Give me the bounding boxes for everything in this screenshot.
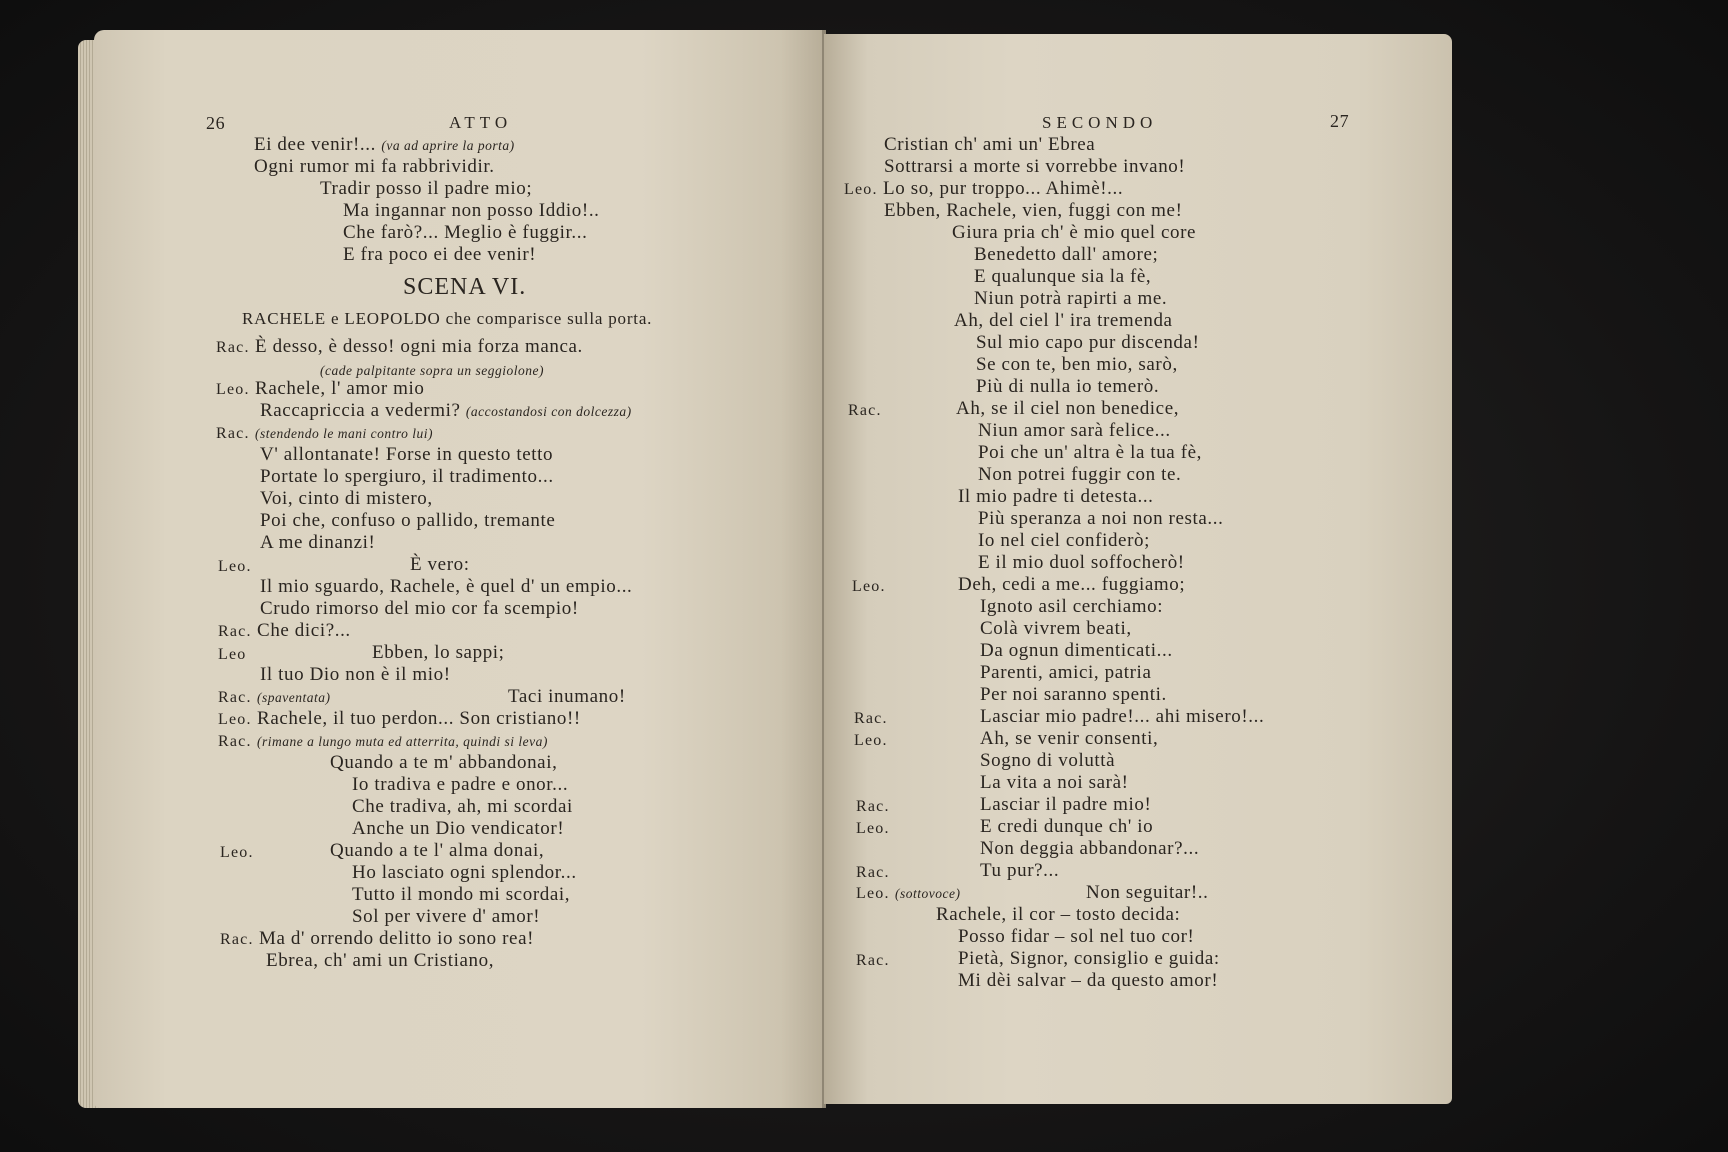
- stage-direction: (cade palpitante sopra un seggiolone): [320, 363, 544, 378]
- dialogue-line: Leo. Rachele, l' amor mio: [216, 378, 425, 399]
- dialogue-line: Rac. Ma d' orrendo delitto io sono rea!: [220, 928, 535, 949]
- verse-line: Sogno di voluttà: [980, 750, 1116, 771]
- verse-line: E fra poco ei dee venir!: [343, 244, 537, 265]
- verse-line: Il mio padre ti detesta...: [958, 486, 1154, 507]
- verse-line: La vita a noi sarà!: [980, 772, 1129, 793]
- verse-line: Sottrarsi a morte si vorrebbe invano!: [884, 156, 1186, 177]
- dialogue-line: Rac. Che dici?...: [218, 620, 351, 641]
- verse-line: Crudo rimorso del mio cor fa scempio!: [260, 598, 579, 619]
- speaker-label: Leo.: [854, 732, 888, 749]
- dialogue-line: Leo. (sottovoce): [856, 885, 961, 902]
- verse-line: E il mio duol soffocherò!: [978, 552, 1185, 573]
- verse-line: Che farò?... Meglio è fuggir...: [343, 222, 588, 243]
- verse-line: Pietà, Signor, consiglio e guida:: [958, 948, 1220, 969]
- verse-line: Portate lo spergiuro, il tradimento...: [260, 466, 554, 487]
- verse-line: Tradir posso il padre mio;: [320, 178, 533, 199]
- verse-line: Deh, cedi a me... fuggiamo;: [958, 574, 1186, 595]
- verse-line: Ah, se il ciel non benedice,: [956, 398, 1180, 419]
- verse-line: E qualunque sia la fè,: [974, 266, 1152, 287]
- verse-line: Quando a te m' abbandonai,: [330, 752, 558, 773]
- page-number: 27: [1330, 111, 1350, 131]
- verse-line: Più di nulla io temerò.: [976, 376, 1160, 397]
- verse-line: Sol per vivere d' amor!: [352, 906, 541, 927]
- verse-line: Non seguitar!..: [1086, 882, 1209, 903]
- speaker-label: Leo.: [220, 844, 254, 861]
- speaker-label: Leo.: [852, 578, 886, 595]
- verse-line: Non potrei fuggir con te.: [978, 464, 1182, 485]
- verse-line: Niun potrà rapirti a me.: [974, 288, 1168, 309]
- verse-line: Cristian ch' ami un' Ebrea: [884, 134, 1096, 155]
- verse-line: Mi dèi salvar – da questo amor!: [958, 970, 1219, 991]
- verse-line: A me dinanzi!: [260, 532, 376, 553]
- verse-line: Posso fidar – sol nel tuo cor!: [958, 926, 1195, 947]
- scene-title: SCENA VI.: [403, 274, 527, 300]
- verse-line: Tutto il mondo mi scordai,: [352, 884, 571, 905]
- verse-line: Poi che un' altra è la tua fè,: [978, 442, 1203, 463]
- verse-line: Ignoto asil cerchiamo:: [980, 596, 1164, 617]
- verse-line: Il tuo Dio non è il mio!: [260, 664, 451, 685]
- speaker-label: Leo.: [218, 558, 252, 575]
- verse-line: Benedetto dall' amore;: [974, 244, 1159, 265]
- verse-line: Niun amor sarà felice...: [978, 420, 1171, 441]
- verse-line: Sul mio capo pur discenda!: [976, 332, 1200, 353]
- verse-line: Poi che, confuso o pallido, tremante: [260, 510, 556, 531]
- verse-line: Ah, se venir consenti,: [980, 728, 1159, 749]
- speaker-label: Leo: [218, 646, 247, 663]
- verse-line: Lasciar il padre mio!: [980, 794, 1152, 815]
- verse-line: V' allontanate! Forse in questo tetto: [260, 444, 554, 465]
- speaker-label: Rac.: [856, 952, 890, 969]
- speaker-label: Rac.: [856, 798, 890, 815]
- verse-line: Ebben, Rachele, vien, fuggi con me!: [884, 200, 1183, 221]
- left-page: [94, 30, 824, 1108]
- page-number: 26: [206, 113, 226, 133]
- cast-line: RACHELE e LEOPOLDO che comparisce sulla porta.: [242, 309, 653, 328]
- verse-line: Parenti, amici, patria: [980, 662, 1152, 683]
- verse-line: Da ognun dimenticati...: [980, 640, 1173, 661]
- dialogue-line: Rac. (rimane a lungo muta ed atterrita, quindi si leva): [218, 733, 548, 750]
- verse-line: Ebrea, ch' ami un Cristiano,: [266, 950, 495, 971]
- speaker-label: Leo.: [856, 820, 890, 837]
- verse-line: Più speranza a noi non resta...: [978, 508, 1224, 529]
- speaker-label: Rac.: [854, 710, 888, 727]
- verse-line: Lasciar mio padre!... ahi misero!...: [980, 706, 1265, 727]
- verse-line: Io nel ciel confiderò;: [978, 530, 1150, 551]
- verse-line: Ah, del ciel l' ira tremenda: [954, 310, 1173, 331]
- verse-line: Ma ingannar non posso Iddio!..: [343, 200, 600, 221]
- verse-line: Rachele, il cor – tosto decida:: [936, 904, 1181, 925]
- speaker-label: Rac.: [856, 864, 890, 881]
- verse-line: Ei dee venir!... (va ad aprire la porta): [254, 134, 515, 155]
- running-header: ATTO: [449, 113, 513, 132]
- verse-line: Il mio sguardo, Rachele, è quel d' un empio...: [260, 576, 633, 597]
- verse-line: Raccapriccia a vedermi? (accostandosi con dolcezza): [260, 400, 632, 421]
- dialogue-line: Rac. È desso, è desso! ogni mia forza manca.: [216, 336, 583, 357]
- verse-line: Se con te, ben mio, sarò,: [976, 354, 1178, 375]
- dialogue-line: Leo. Rachele, il tuo perdon... Son cristiano!!: [218, 708, 581, 729]
- verse-line: Ebben, lo sappi;: [372, 642, 505, 663]
- speaker-label: Rac.: [848, 402, 882, 419]
- verse-line: Anche un Dio vendicator!: [352, 818, 565, 839]
- right-page: [824, 34, 1452, 1104]
- verse-line: Ho lasciato ogni splendor...: [352, 862, 577, 883]
- verse-line: Colà vivrem beati,: [980, 618, 1132, 639]
- verse-line: È vero:: [410, 554, 470, 575]
- verse-line: Per noi saranno spenti.: [980, 684, 1167, 705]
- dialogue-line: Rac. (stendendo le mani contro lui): [216, 425, 434, 442]
- verse-line: Io tradiva e padre e onor...: [352, 774, 569, 795]
- open-book: [78, 30, 1376, 1114]
- verse-line: Taci inumano!: [508, 686, 626, 707]
- dialogue-line: Rac. (spaventata): [218, 689, 331, 706]
- verse-line: Voi, cinto di mistero,: [260, 488, 433, 509]
- verse-line: Quando a te l' alma donai,: [330, 840, 545, 861]
- dialogue-line: Leo. Lo so, pur troppo... Ahimè!...: [844, 178, 1124, 199]
- verse-line: Ogni rumor mi fa rabbrividir.: [254, 156, 495, 177]
- verse-line: Giura pria ch' è mio quel core: [952, 222, 1197, 243]
- verse-line: E credi dunque ch' io: [980, 816, 1154, 837]
- verse-line: Non deggia abbandonar?...: [980, 838, 1200, 859]
- running-header: SECONDO: [1042, 113, 1158, 132]
- verse-line: Tu pur?...: [980, 860, 1060, 881]
- verse-line: Che tradiva, ah, mi scordai: [352, 796, 573, 817]
